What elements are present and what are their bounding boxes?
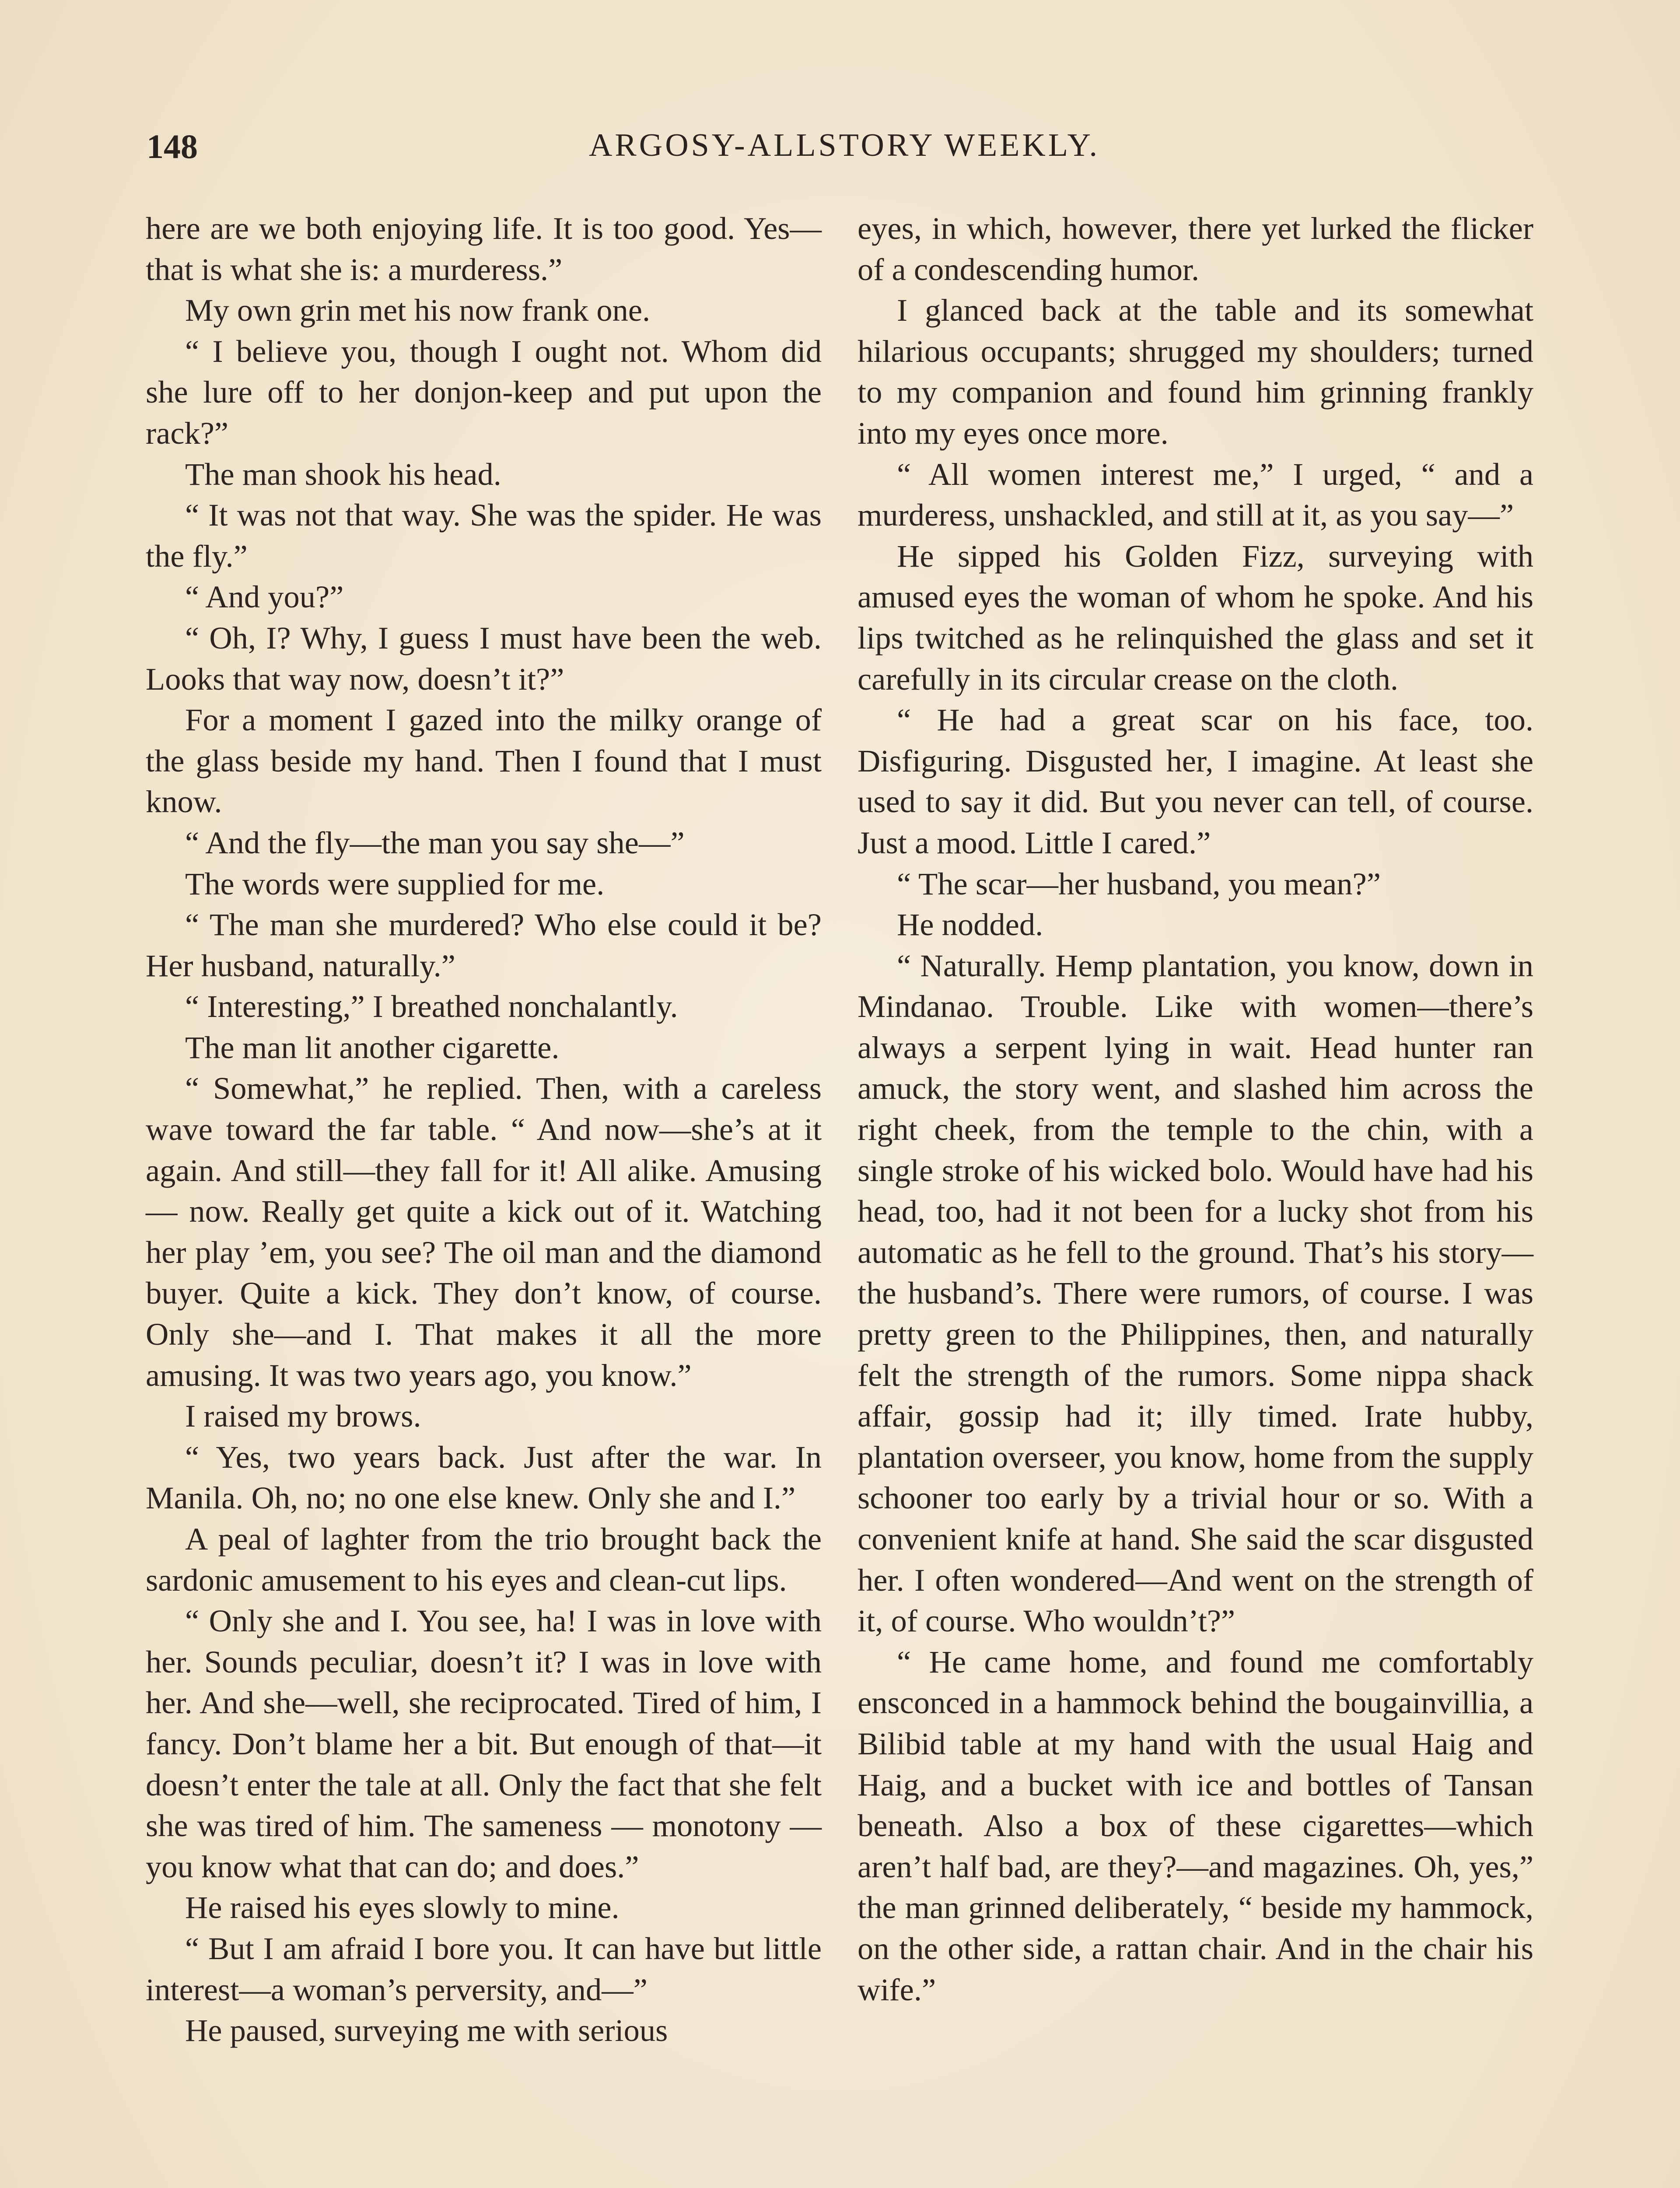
paragraph: “ Naturally. Hemp plantation, you know, down in Mindanao. Trouble. Like with women—there’s always a serpent lying in wait. Head hunter ran amuck, the story went, and slashed him across the right cheek, from the temple to the chin, with a single stroke of his wicked bolo. Would have had his head, too, had it not been for a lucky shot from his automatic as he fell to the ground. That’s his story—the husband’s. There were rumors, of course. I was pretty green to the Philippines, then, and naturally felt the strength of the rumors. Some nippa shack affair, gossip had it; illy timed. Irate hubby, plantation overseer, you know, home from the supply schooner too early by a trivial hour or so. With a convenient knife at hand. She said the scar disgusted her. I often wondered—And went on the strength of it, of course. Who wouldn’t?”	[858, 947, 1533, 1639]
paragraph: “ Yes, two years back. Just after the war. In Manila. Oh, no; no one else knew. Only she and I.”	[146, 1439, 822, 1516]
page-number: 148	[147, 127, 198, 165]
paragraph: For a moment I gazed into the milky orange of the glass beside my hand. Then I found that I must know.	[146, 702, 822, 820]
paragraph: My own grin met his now frank one.	[185, 292, 651, 328]
paragraph: He sipped his Golden Fizz, surveying with amused eyes the woman of whom he spoke. And his lips twitched as he relinquished the glass and set it carefully in its circular crease on the cloth.	[858, 538, 1533, 697]
paragraph: A peal of laghter from the trio brought back the sardonic amusement to his eyes and clean-cut lips.	[146, 1521, 822, 1598]
paragraph: “ The man she murdered? Who else could it be? Her husband, naturally.”	[146, 907, 822, 983]
paragraph: “ He came home, and found me comfortably ensconced in a hammock behind the bougainvillia, a Bilibid table at my hand with the usual Haig and Haig, and a bucket with ice and bottles of Tansan beneath. Also a box of these cigarettes—which aren’t half bad, are they?—and magazines. Oh, yes,” the man grinned deliberately, “ beside my hammock, on the other side, a rattan chair. And in the chair his wife.”	[858, 1644, 1533, 2007]
left-text-column	[146, 208, 822, 2188]
paragraph: “ He had a great scar on his face, too. Disfiguring. Disgusted her, I imagine. At least she used to say it did. But you never can tell, of course. Just a mood. Little I cared.”	[858, 702, 1533, 860]
paragraph: The words were supplied for me.	[185, 866, 605, 901]
paragraph: “ All women interest me,” I urged, “ and a murderess, unshackled, and still at it, as you say—”	[858, 456, 1533, 533]
paragraph: “ But I am afraid I bore you. It can have but little interest—a woman’s perversity, and—”	[146, 1930, 822, 2007]
paragraph: The man lit another cigarette.	[185, 1029, 560, 1065]
right-text-column	[858, 208, 1533, 2188]
paragraph: “ Interesting,” I breathed nonchalantly.	[185, 989, 678, 1024]
running-head: ARGOSY-ALLSTORY WEEKLY.	[588, 127, 1100, 163]
paragraph: “ The scar—her husband, you mean?”	[897, 866, 1381, 901]
paragraph: eyes, in which, however, there yet lurked the flicker of a condescending humor.	[858, 210, 1533, 287]
paragraph: “ And the fly—the man you say she—”	[185, 824, 685, 860]
paragraph: He nodded.	[897, 907, 1043, 943]
paragraph: “ And you?”	[185, 579, 344, 615]
paragraph: “ Oh, I? Why, I guess I must have been the web. Looks that way now, doesn’t it?”	[146, 620, 822, 697]
page-header	[147, 127, 1542, 179]
paragraph: He paused, surveying me with serious	[185, 2013, 668, 2048]
paragraph: He raised his eyes slowly to mine.	[185, 1890, 620, 1925]
paragraph: “ Only she and I. You see, ha! I was in love with her. Sounds peculiar, doesn’t it? I was in love with her. And she—well, she reciprocated. Tired of him, I fancy. Don’t blame her a bit. But enough of that—it doesn’t enter the tale at all. Only the fact that she felt she was tired of him. The sameness — monotony — you know what that can do; and does.”	[146, 1603, 822, 1884]
paragraph: “ Somewhat,” he replied. Then, with a careless wave toward the far table. “ And now—she’s at it again. And still—they fall for it! All alike. Amusing — now. Really get quite a kick out of it. Watching her play ’em, you see? The oil man and the diamond buyer. Quite a kick. They don’t know, of course. Only she—and I. That makes it all the more amusing. It was two years ago, you know.”	[146, 1070, 822, 1393]
paragraph: The man shook his head.	[185, 456, 501, 492]
paragraph: “ It was not that way. She was the spider. He was the fly.”	[146, 497, 822, 574]
paragraph: “ I believe you, though I ought not. Whom did she lure off to her donjon-keep and put upon the rack?”	[146, 333, 822, 451]
paragraph: here are we both enjoying life. It is too good. Yes—that is what she is: a murderess.”	[146, 210, 822, 287]
paragraph: I glanced back at the table and its somewhat hilarious occupants; shrugged my shoulders; turned to my companion and found him grinning frankly into my eyes once more.	[858, 292, 1533, 451]
paragraph: I raised my brows.	[185, 1398, 421, 1434]
